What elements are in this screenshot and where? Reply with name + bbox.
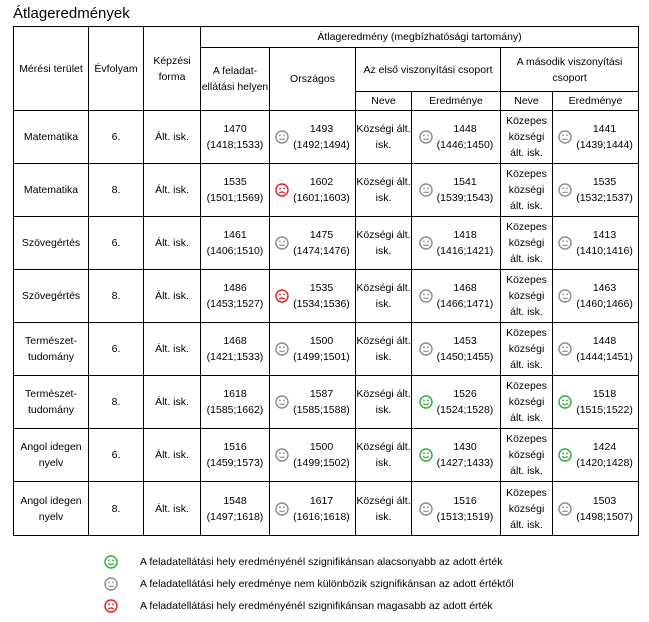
group2-score-cell bbox=[553, 217, 639, 270]
group2-name-cell: Közepes községi ált. isk. bbox=[501, 270, 553, 323]
smiley-happy-icon bbox=[419, 448, 433, 462]
score-ci: (1450;1455) bbox=[436, 351, 494, 363]
score-value: 1535 bbox=[223, 176, 247, 188]
score-ci: (1539;1543) bbox=[436, 192, 494, 204]
site-score-cell bbox=[201, 376, 270, 429]
group1-score-cell bbox=[412, 217, 501, 270]
smiley-neutral-icon bbox=[419, 289, 433, 303]
smiley-sad-icon bbox=[275, 183, 289, 197]
score-ci: (1601;1603) bbox=[293, 192, 350, 204]
score-value: 1541 bbox=[453, 176, 477, 188]
group1-name-cell: Községi ált. isk. bbox=[356, 217, 412, 270]
score-ci: (1497;1618) bbox=[206, 510, 264, 523]
smiley-happy-icon bbox=[558, 395, 572, 409]
table-row bbox=[14, 111, 639, 164]
score-ci: (1460;1466) bbox=[576, 298, 633, 310]
smiley-neutral-icon bbox=[419, 502, 433, 516]
score-ci: (1532;1537) bbox=[576, 192, 633, 204]
score-ci: (1616;1618) bbox=[293, 510, 350, 523]
score-value: 1486 bbox=[223, 282, 247, 294]
score-ci: (1416;1421) bbox=[436, 245, 494, 257]
group2-score-cell bbox=[553, 270, 639, 323]
score-ci: (1446;1450) bbox=[436, 139, 494, 151]
national-score-cell bbox=[270, 111, 356, 164]
score-value: 1516 bbox=[223, 441, 247, 453]
score-value: 1463 bbox=[592, 282, 617, 294]
national-score-cell bbox=[270, 323, 356, 376]
group1-name-cell: Községi ált. isk. bbox=[356, 429, 412, 482]
score-value: 1448 bbox=[592, 335, 617, 347]
national-score-cell bbox=[270, 376, 356, 429]
grade-cell: 6. bbox=[89, 323, 144, 376]
site-score-cell bbox=[201, 111, 270, 164]
header-group2-name: Neve bbox=[501, 92, 553, 111]
site-score-cell bbox=[201, 270, 270, 323]
score-value: 1461 bbox=[223, 229, 247, 241]
group2-name-cell: Közepes községi ált. isk. bbox=[501, 217, 553, 270]
form-cell: Ált. isk. bbox=[144, 323, 201, 376]
smiley-neutral-icon bbox=[419, 183, 433, 197]
score-value: 1587 bbox=[309, 388, 334, 400]
header-group1: Az első viszonyítási csoport bbox=[356, 48, 501, 92]
smiley-neutral-icon bbox=[558, 342, 572, 356]
score-value: 1535 bbox=[592, 176, 617, 188]
group1-score-cell bbox=[412, 111, 501, 164]
table-row bbox=[14, 482, 639, 536]
table-row bbox=[14, 217, 639, 270]
group1-score-cell bbox=[412, 164, 501, 217]
smiley-neutral-icon bbox=[275, 448, 289, 462]
smiley-neutral-icon bbox=[275, 130, 289, 144]
smiley-happy-icon bbox=[104, 555, 118, 569]
smiley-sad-icon bbox=[275, 289, 289, 303]
score-value: 1468 bbox=[223, 335, 247, 347]
grade-cell: 8. bbox=[89, 482, 144, 536]
score-value: 1470 bbox=[223, 123, 247, 135]
form-cell: Ált. isk. bbox=[144, 111, 201, 164]
group1-name-cell: Községi ált. isk. bbox=[356, 376, 412, 429]
page-title: Átlageredmények bbox=[13, 5, 130, 22]
score-ci: (1513;1519) bbox=[436, 510, 494, 523]
score-ci: (1406;1510) bbox=[206, 245, 264, 257]
smiley-neutral-icon bbox=[275, 395, 289, 409]
grade-cell: 6. bbox=[89, 429, 144, 482]
smiley-neutral-icon bbox=[104, 577, 118, 591]
group2-name-cell: Közepes községi ált. isk. bbox=[501, 376, 553, 429]
score-value: 1424 bbox=[592, 441, 617, 453]
score-value: 1617 bbox=[309, 494, 334, 507]
table-row bbox=[14, 429, 639, 482]
group1-name-cell: Községi ált. isk. bbox=[356, 270, 412, 323]
group2-score-cell bbox=[553, 323, 639, 376]
area-cell: Szövegértés bbox=[14, 217, 89, 270]
header-area: Mérési terület bbox=[14, 27, 89, 111]
header-group-main: Átlageredmény (megbízhatósági tartomány) bbox=[201, 27, 639, 48]
score-value: 1453 bbox=[453, 335, 477, 347]
smiley-neutral-icon bbox=[558, 289, 572, 303]
header-site: A feladat-ellátási helyen bbox=[201, 48, 270, 111]
legend-item bbox=[104, 573, 514, 595]
score-value: 1413 bbox=[592, 229, 617, 241]
score-ci: (1492;1494) bbox=[293, 139, 350, 151]
header-group2-result: Eredménye bbox=[553, 92, 639, 111]
legend-item bbox=[104, 551, 514, 573]
score-ci: (1420;1428) bbox=[576, 457, 633, 469]
grade-cell: 8. bbox=[89, 270, 144, 323]
smiley-neutral-icon bbox=[419, 236, 433, 250]
score-ci: (1444;1451) bbox=[576, 351, 633, 363]
score-ci: (1474;1476) bbox=[293, 245, 350, 257]
grade-cell: 6. bbox=[89, 111, 144, 164]
form-cell: Ált. isk. bbox=[144, 429, 201, 482]
group1-score-cell bbox=[412, 270, 501, 323]
results-table bbox=[13, 26, 639, 536]
legend-text: A feladatellátási hely eredményénél szignifikánsan magasabb az adott érték bbox=[140, 600, 493, 612]
score-value: 1503 bbox=[592, 494, 617, 507]
score-ci: (1418;1533) bbox=[206, 139, 264, 151]
score-value: 1618 bbox=[223, 388, 247, 400]
smiley-neutral-icon bbox=[419, 342, 433, 356]
national-score-cell bbox=[270, 429, 356, 482]
form-cell: Ált. isk. bbox=[144, 376, 201, 429]
group2-name-cell: Közepes községi ált. isk. bbox=[501, 323, 553, 376]
table-row bbox=[14, 164, 639, 217]
area-cell: Természet-tudomány bbox=[14, 323, 89, 376]
score-value: 1516 bbox=[453, 494, 477, 507]
score-ci: (1524;1528) bbox=[436, 404, 494, 416]
score-value: 1500 bbox=[309, 335, 334, 347]
score-ci: (1498;1507) bbox=[576, 510, 633, 523]
form-cell: Ált. isk. bbox=[144, 164, 201, 217]
legend bbox=[104, 551, 514, 617]
group1-name-cell: Községi ált. isk. bbox=[356, 482, 412, 536]
grade-cell: 8. bbox=[89, 164, 144, 217]
score-ci: (1515;1522) bbox=[576, 404, 633, 416]
site-score-cell bbox=[201, 482, 270, 536]
group2-score-cell bbox=[553, 429, 639, 482]
smiley-neutral-icon bbox=[275, 342, 289, 356]
score-value: 1518 bbox=[592, 388, 617, 400]
score-value: 1418 bbox=[453, 229, 477, 241]
score-ci: (1421;1533) bbox=[206, 351, 264, 363]
area-cell: Természet-tudomány bbox=[14, 376, 89, 429]
area-cell: Angol idegen nyelv bbox=[14, 429, 89, 482]
score-value: 1430 bbox=[453, 441, 477, 453]
smiley-neutral-icon bbox=[558, 183, 572, 197]
site-score-cell bbox=[201, 164, 270, 217]
score-ci: (1499;1501) bbox=[293, 351, 350, 363]
group2-name-cell: Közepes községi ált. isk. bbox=[501, 482, 553, 536]
site-score-cell bbox=[201, 217, 270, 270]
smiley-neutral-icon bbox=[275, 502, 289, 516]
smiley-neutral-icon bbox=[558, 130, 572, 144]
national-score-cell bbox=[270, 482, 356, 536]
group2-score-cell bbox=[553, 376, 639, 429]
score-value: 1475 bbox=[309, 229, 334, 241]
area-cell: Szövegértés bbox=[14, 270, 89, 323]
score-value: 1448 bbox=[453, 123, 477, 135]
group1-score-cell bbox=[412, 323, 501, 376]
group1-name-cell: Községi ált. isk. bbox=[356, 111, 412, 164]
score-ci: (1410;1416) bbox=[576, 245, 633, 257]
results-body bbox=[14, 111, 639, 536]
score-value: 1493 bbox=[309, 123, 334, 135]
score-ci: (1439;1444) bbox=[576, 139, 633, 151]
legend-text: A feladatellátási hely eredményénél szignifikánsan alacsonyabb az adott érték bbox=[140, 556, 503, 568]
score-ci: (1427;1433) bbox=[436, 457, 494, 469]
score-value: 1526 bbox=[453, 388, 477, 400]
national-score-cell bbox=[270, 217, 356, 270]
group1-score-cell bbox=[412, 376, 501, 429]
table-row bbox=[14, 323, 639, 376]
table-row bbox=[14, 376, 639, 429]
header-group1-name: Neve bbox=[356, 92, 412, 111]
score-value: 1500 bbox=[309, 441, 334, 453]
group2-score-cell bbox=[553, 164, 639, 217]
header-group2: A második viszonyítási csoport bbox=[501, 48, 639, 92]
group2-score-cell bbox=[553, 111, 639, 164]
header-group1-result: Eredménye bbox=[412, 92, 501, 111]
score-ci: (1534;1536) bbox=[293, 298, 350, 310]
header-national: Országos bbox=[270, 48, 356, 111]
group1-name-cell: Községi ált. isk. bbox=[356, 164, 412, 217]
score-value: 1441 bbox=[592, 123, 617, 135]
score-value: 1535 bbox=[309, 282, 334, 294]
smiley-happy-icon bbox=[419, 395, 433, 409]
grade-cell: 6. bbox=[89, 217, 144, 270]
score-ci: (1453;1527) bbox=[206, 298, 264, 310]
score-ci: (1459;1573) bbox=[206, 457, 264, 469]
grade-cell: 8. bbox=[89, 376, 144, 429]
smiley-neutral-icon bbox=[558, 236, 572, 250]
score-ci: (1585;1662) bbox=[206, 404, 264, 416]
group1-score-cell bbox=[412, 482, 501, 536]
form-cell: Ált. isk. bbox=[144, 217, 201, 270]
score-value: 1602 bbox=[309, 176, 334, 188]
group2-name-cell: Közepes községi ált. isk. bbox=[501, 111, 553, 164]
area-cell: Angol idegen nyelv bbox=[14, 482, 89, 536]
form-cell: Ált. isk. bbox=[144, 482, 201, 536]
legend-text: A feladatellátási hely eredménye nem különbözik szignifikánsan az adott értéktől bbox=[140, 578, 514, 590]
table-row bbox=[14, 270, 639, 323]
group2-score-cell bbox=[553, 482, 639, 536]
group1-score-cell bbox=[412, 429, 501, 482]
header-grade: Évfolyam bbox=[89, 27, 144, 111]
smiley-happy-icon bbox=[558, 448, 572, 462]
smiley-neutral-icon bbox=[558, 502, 572, 516]
smiley-neutral-icon bbox=[275, 236, 289, 250]
score-ci: (1466;1471) bbox=[436, 298, 494, 310]
area-cell: Matematika bbox=[14, 111, 89, 164]
score-ci: (1585;1588) bbox=[293, 404, 350, 416]
site-score-cell bbox=[201, 323, 270, 376]
form-cell: Ált. isk. bbox=[144, 270, 201, 323]
group1-name-cell: Községi ált. isk. bbox=[356, 323, 412, 376]
score-value: 1468 bbox=[453, 282, 477, 294]
group2-name-cell: Közepes községi ált. isk. bbox=[501, 164, 553, 217]
group2-name-cell: Közepes községi ált. isk. bbox=[501, 429, 553, 482]
score-ci: (1501;1569) bbox=[206, 192, 264, 204]
score-ci: (1499;1502) bbox=[293, 457, 350, 469]
legend-item bbox=[104, 595, 514, 617]
smiley-neutral-icon bbox=[419, 130, 433, 144]
header-form: Képzési forma bbox=[144, 27, 201, 111]
national-score-cell bbox=[270, 164, 356, 217]
national-score-cell bbox=[270, 270, 356, 323]
area-cell: Matematika bbox=[14, 164, 89, 217]
score-value: 1548 bbox=[223, 494, 247, 507]
site-score-cell bbox=[201, 429, 270, 482]
smiley-sad-icon bbox=[104, 599, 118, 613]
